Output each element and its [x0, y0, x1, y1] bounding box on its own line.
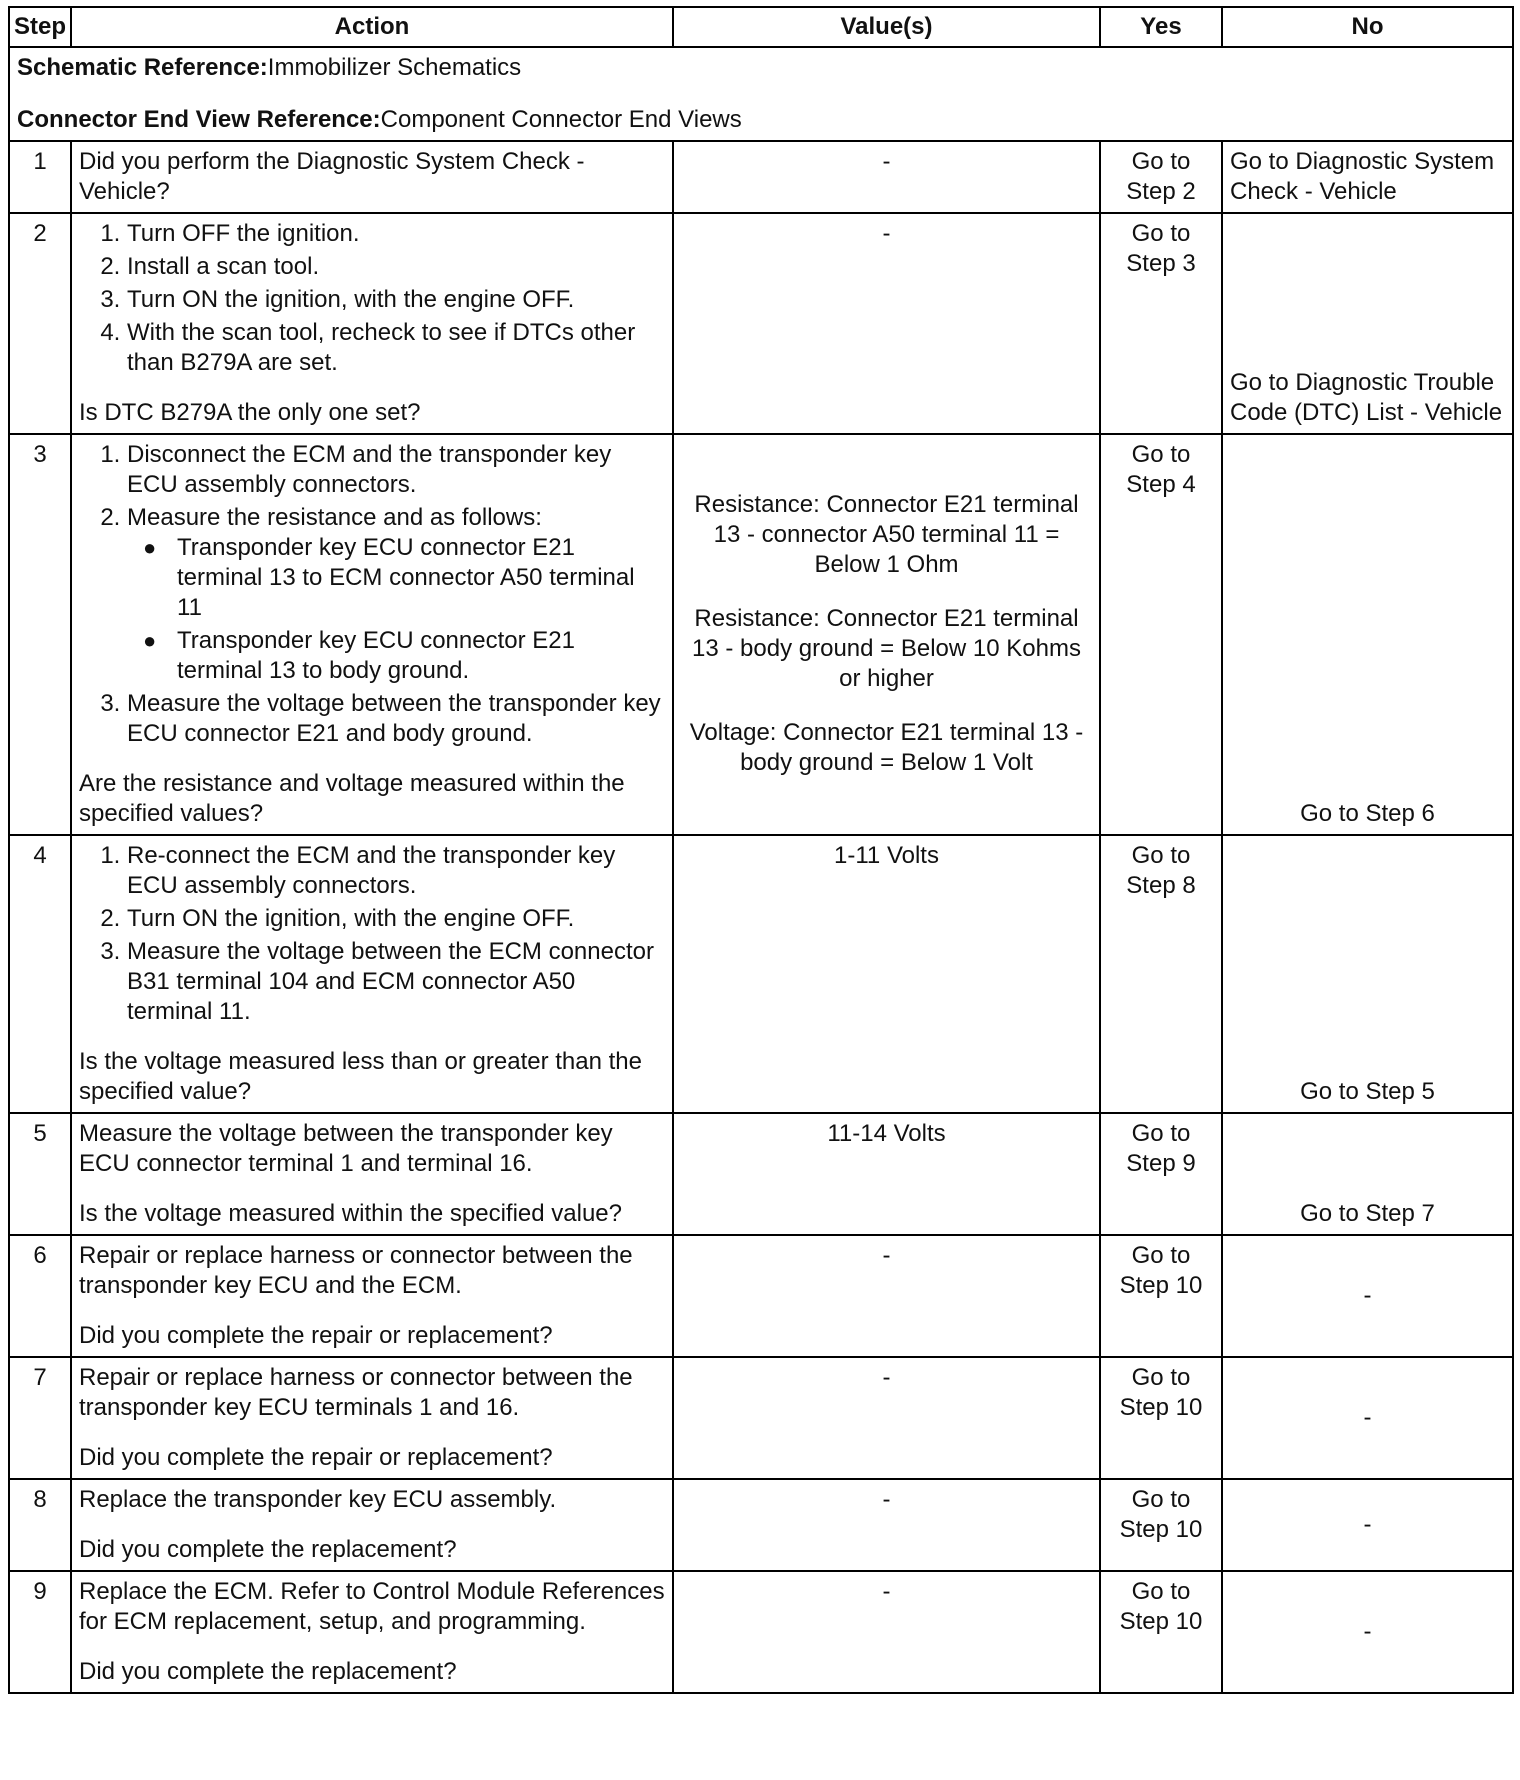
action-cell	[71, 434, 673, 835]
value-cell: -	[673, 1235, 1100, 1357]
schematic-reference-label: Schematic Reference:	[17, 54, 268, 81]
action-sublist	[127, 533, 665, 686]
value-cell: 11-14 Volts	[673, 1113, 1100, 1235]
yes-link[interactable]: Go to Step 10	[1100, 1357, 1222, 1479]
yes-link[interactable]: Go to Step 2	[1100, 141, 1222, 213]
action-text: Repair or replace harness or connector between the transponder key ECU and the ECM.	[79, 1242, 633, 1299]
value-cell: -	[673, 213, 1100, 434]
schematic-reference-link[interactable]: Immobilizer Schematics	[267, 54, 522, 81]
yes-link[interactable]: Go to Step 10	[1100, 1235, 1222, 1357]
table-row-step-9	[9, 1571, 1513, 1693]
step-number: 5	[9, 1113, 71, 1235]
action-question: Is the voltage measured within the specified value?	[79, 1200, 622, 1227]
action-question: Did you complete the replacement?	[79, 1658, 457, 1685]
action-question: Did you complete the replacement?	[79, 1536, 457, 1563]
action-cell	[71, 1571, 673, 1693]
action-cell: Did you perform the Diagnostic System Check - Vehicle?	[71, 141, 673, 213]
value-cell: -	[673, 1571, 1100, 1693]
action-text: Measure the voltage between the transponder key ECU connector terminal 1 and terminal 16.	[79, 1120, 613, 1177]
action-list	[79, 841, 665, 1027]
value-cell: -	[673, 1357, 1100, 1479]
no-link[interactable]: Go to Step 7	[1222, 1113, 1513, 1235]
no-link[interactable]: Go to Diagnostic Trouble Code (DTC) List - Vehicle	[1222, 213, 1513, 434]
table-row-step-1	[9, 141, 1513, 213]
value-spec: Resistance: Connector E21 terminal 13 - body ground = Below 10 Kohms or higher	[692, 605, 1081, 692]
action-item: 1. Disconnect the ECM and the transponder key ECU assembly connectors.	[127, 440, 665, 500]
action-item: 2. Turn ON the ignition, with the engine OFF.	[127, 904, 665, 934]
action-text: Replace the transponder key ECU assembly.	[79, 1486, 557, 1513]
action-question: Is the voltage measured less than or greater than the specified value?	[79, 1048, 643, 1105]
no-link: -	[1222, 1479, 1513, 1571]
step-number: 3	[9, 434, 71, 835]
no-link: -	[1222, 1571, 1513, 1693]
action-item: 2. Install a scan tool.	[127, 252, 665, 282]
action-text: Repair or replace harness or connector between the transponder key ECU terminals 1 and 16.	[79, 1364, 633, 1421]
step-number: 7	[9, 1357, 71, 1479]
step-number: 4	[9, 835, 71, 1113]
no-link: -	[1222, 1235, 1513, 1357]
yes-link[interactable]: Go to Step 4	[1100, 434, 1222, 835]
connector-reference-link[interactable]: Component Connector End Views	[380, 106, 742, 133]
action-item: 3. Measure the voltage between the ECM connector B31 terminal 104 and ECM connector A50 terminal 11.	[127, 937, 665, 1027]
header-action: Action	[71, 7, 673, 47]
value-cell: -	[673, 141, 1100, 213]
table-row-step-2	[9, 213, 1513, 434]
action-cell	[71, 1235, 673, 1357]
value-spec: Voltage: Connector E21 terminal 13 - body ground = Below 1 Volt	[689, 719, 1084, 776]
diagnostic-table	[8, 6, 1514, 1694]
yes-link[interactable]: Go to Step 3	[1100, 213, 1222, 434]
reference-cell	[9, 47, 1513, 141]
action-subitem: ● Transponder key ECU connector E21 terminal 13 to ECM connector A50 terminal 11	[177, 533, 665, 623]
step-number: 6	[9, 1235, 71, 1357]
action-cell	[71, 1479, 673, 1571]
no-link[interactable]: Go to Step 6	[1222, 434, 1513, 835]
yes-link[interactable]: Go to Step 9	[1100, 1113, 1222, 1235]
action-question: Did you complete the repair or replacement?	[79, 1322, 553, 1349]
header-values: Value(s)	[673, 7, 1100, 47]
action-cell	[71, 1357, 673, 1479]
header-yes: Yes	[1100, 7, 1222, 47]
connector-reference	[17, 105, 1505, 135]
table-row-step-8	[9, 1479, 1513, 1571]
action-item: 3. Turn ON the ignition, with the engine OFF.	[127, 285, 665, 315]
action-item: 4. With the scan tool, recheck to see if DTCs other than B279A are set.	[127, 318, 665, 378]
action-subitem: ● Transponder key ECU connector E21 terminal 13 to body ground.	[177, 626, 665, 686]
action-list	[79, 219, 665, 378]
connector-reference-label: Connector End View Reference:	[17, 106, 381, 133]
value-cell: -	[673, 1479, 1100, 1571]
step-number: 8	[9, 1479, 71, 1571]
value-cell: 1-11 Volts	[673, 835, 1100, 1113]
action-item: 3. Measure the voltage between the transponder key ECU connector E21 and body ground.	[127, 689, 665, 749]
schematic-reference	[17, 53, 1505, 83]
table-row-step-5	[9, 1113, 1513, 1235]
action-question: Are the resistance and voltage measured within the specified values?	[79, 770, 625, 827]
header-no: No	[1222, 7, 1513, 47]
header-step: Step	[9, 7, 71, 47]
table-row-step-3	[9, 434, 1513, 835]
step-number: 1	[9, 141, 71, 213]
value-spec: Resistance: Connector E21 terminal 13 - connector A50 terminal 11 = Below 1 Ohm	[694, 491, 1079, 578]
action-text: Replace the ECM. Refer to Control Module References for ECM replacement, setup, and programming.	[79, 1578, 665, 1635]
yes-link[interactable]: Go to Step 10	[1100, 1571, 1222, 1693]
no-link[interactable]: Go to Step 5	[1222, 835, 1513, 1113]
action-list	[79, 440, 665, 749]
action-cell	[71, 835, 673, 1113]
action-item	[127, 503, 665, 686]
action-question: Is DTC B279A the only one set?	[79, 399, 421, 426]
table-row-step-6	[9, 1235, 1513, 1357]
action-item: 1. Re-connect the ECM and the transponder key ECU assembly connectors.	[127, 841, 665, 901]
step-number: 2	[9, 213, 71, 434]
reference-row	[9, 47, 1513, 141]
no-link[interactable]: Go to Diagnostic System Check - Vehicle	[1222, 141, 1513, 213]
yes-link[interactable]: Go to Step 8	[1100, 835, 1222, 1113]
step-number: 9	[9, 1571, 71, 1693]
value-cell	[673, 434, 1100, 835]
header-row	[9, 7, 1513, 47]
action-cell	[71, 213, 673, 434]
table-row-step-4	[9, 835, 1513, 1113]
no-link: -	[1222, 1357, 1513, 1479]
action-item: 1. Turn OFF the ignition.	[127, 219, 665, 249]
action-cell	[71, 1113, 673, 1235]
action-item-text: Measure the resistance and as follows:	[127, 504, 542, 531]
yes-link[interactable]: Go to Step 10	[1100, 1479, 1222, 1571]
action-question: Did you complete the repair or replacement?	[79, 1444, 553, 1471]
table-row-step-7	[9, 1357, 1513, 1479]
